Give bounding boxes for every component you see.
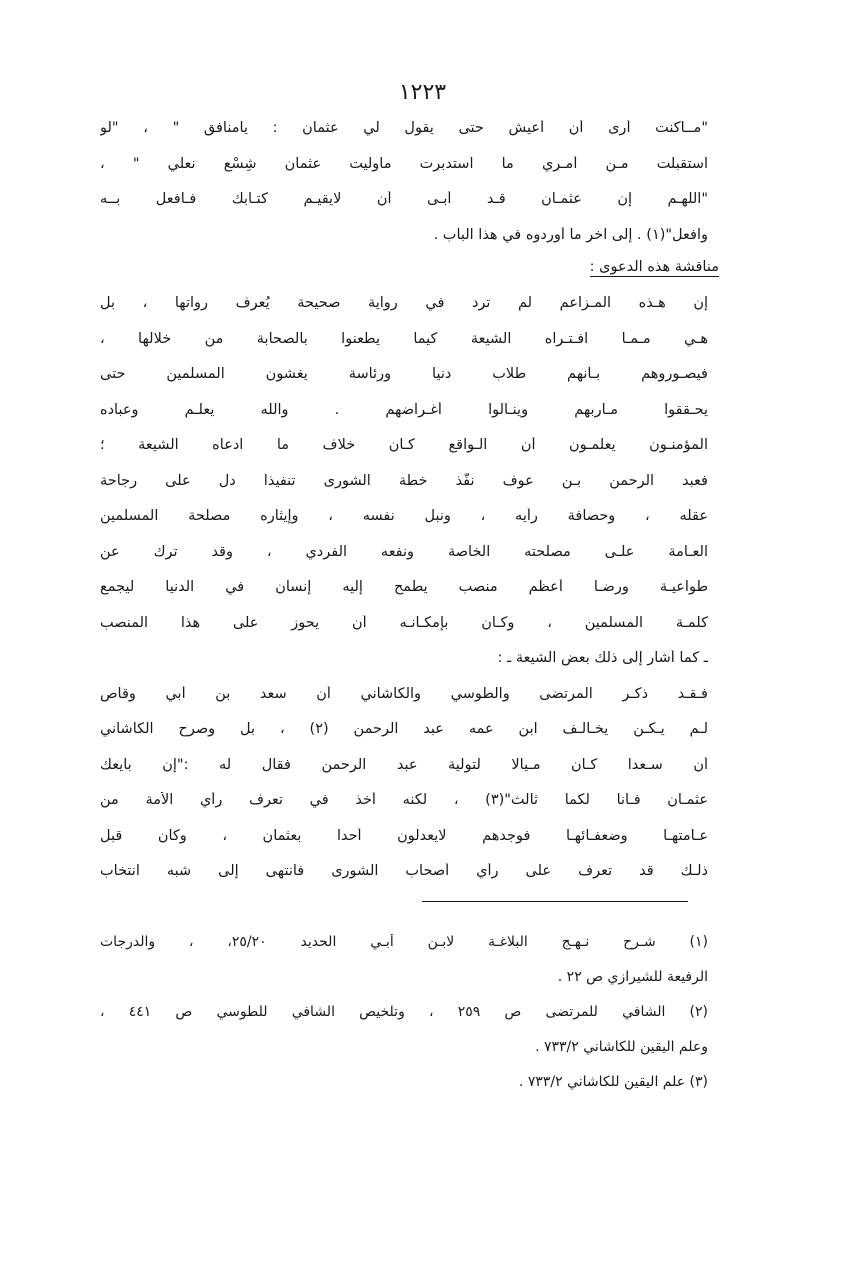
footnote-separator bbox=[422, 901, 688, 902]
body-line: لـم يـكـن يخـالـف ابن عمه عبد الرحمن (٢) ، بل وصرح الكاشاني bbox=[100, 721, 708, 737]
body-line: ـ كما أشار إلى ذلك بعض الشيعة ـ : bbox=[497, 650, 708, 666]
body-line: يحـققوا مـآربهم وينـالوا أغـراضهم . والله يعلـم وعباده bbox=[100, 402, 708, 418]
body-line: عقله ، وحصافة رأيه ، ونبل نفسه ، وإيثاره مصلحة المسلمين bbox=[100, 508, 708, 524]
body-line: عثمـان فـأنا لكما ثالث"(٣) ، لكنه أخذ في تعرف رأي الأمة من bbox=[100, 792, 708, 808]
body-line: أن سـعدا كـان مـيالا لتولية عبد الرحمن فقال له :"إن بايعك bbox=[100, 757, 708, 773]
body-line: فعبد الرحمن بـن عوف نفّذ خطة الشورى تنفيذاً دل على رجاحة bbox=[100, 473, 708, 489]
body-line: فـقـد ذكـر المرتضى والطوسي والكاشاني أن سعد بن أبي وقاص bbox=[100, 686, 708, 702]
footnote-line: الرفيعة للشيرازي ص ٢٢ . bbox=[557, 969, 708, 985]
body-line: المؤمنـون يعلمـون أن الـواقع كـان خلاف ما ادعاه الشيعة ؛ bbox=[100, 437, 708, 453]
footnote-line: (١) شـرح نـهـج البلاغـة لابـن أبـي الحديد ٢٥/٢٠، ، والدرجات bbox=[100, 934, 708, 950]
body-line: ذلـك قد تعرف على رأي أصحاب الشورى فانتهى إلى شبه انتخاب bbox=[100, 863, 708, 879]
body-line: هـي مـمـا افـتـراه الشيعة كيما يطعنوا بالصحابة من خلالها ، bbox=[100, 331, 708, 347]
intro-line: وافعل"(١) . إلى آخر ما أوردوه في هذا الباب . bbox=[433, 227, 708, 243]
body-line: طواعيـة ورضـا أعظم منصب يطمح إليه إنسان في الدنيا ليجمع bbox=[100, 579, 708, 595]
footnote-line: (٢) الشافي للمرتضى ص ٢٥٩ ، وتلخيص الشافي للطوسي ص ٤٤١ ، bbox=[100, 1004, 708, 1020]
footnote-line: وعلم اليقين للكاشاني ٧٣٣/٢ . bbox=[535, 1039, 708, 1055]
intro-line: استقبلت مـن أمـري ما استدبرت ماوليت عثمان شِسْع نعلي " ، bbox=[100, 156, 708, 172]
footnote-line: (٣) علم اليقين للكاشاني ٧٣٣/٢ . bbox=[518, 1074, 708, 1090]
intro-line: "مــاكنت أرى أن أعيش حتى يقول لي عثمان : يامنافق " ، "لو bbox=[100, 120, 708, 136]
body-line: إن هـذه المـزاعم لم ترد في رواية صحيحة يُعرف رواتها ، بل bbox=[100, 295, 708, 311]
page-number: ١٢٢٣ bbox=[398, 80, 447, 105]
body-line: كلمـة المسلمين ، وكـان بإمكـانـه أن يحوز على هذا المنصب bbox=[100, 615, 708, 631]
body-line: العـامة علـى مصلحته الخاصة ونفعه الفردي ، وقد ترك عن bbox=[100, 544, 708, 560]
body-line: فيصـوروهم بـأنهم طلاب دنيا ورئاسة يغشون المسلمين حتى bbox=[100, 366, 708, 382]
body-line: عـامتهـا وضعفـائهـا فوجدهم لايعدلون أحدا بعثمان ، وكان قبل bbox=[100, 828, 708, 844]
intro-line: "اللهـم إن عثمـان قـد أبـى أن لايقيـم كتـابك فـافعل بــه bbox=[100, 191, 708, 207]
section-heading: مناقشة هذه الدعوى : bbox=[589, 259, 719, 275]
